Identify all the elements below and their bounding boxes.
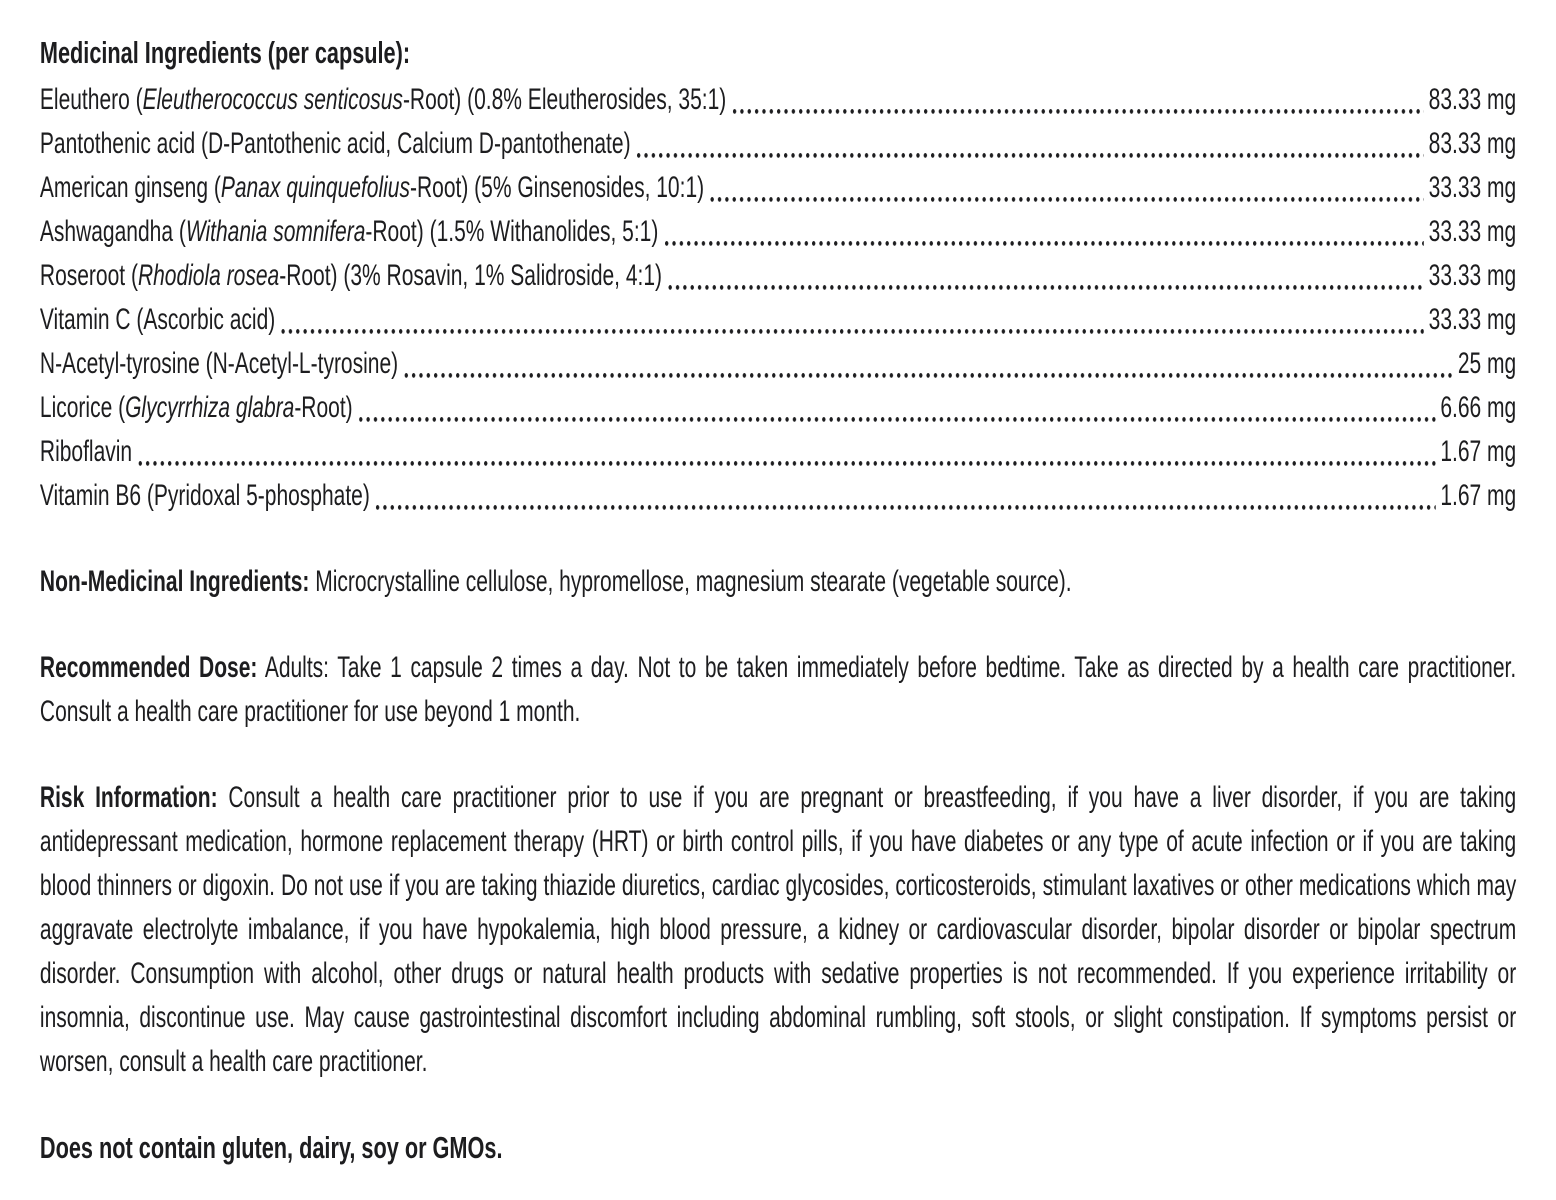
ingredient-name: N-Acetyl-tyrosine (N-Acetyl-L-tyrosine) bbox=[39, 347, 399, 380]
dot-leader bbox=[138, 461, 1435, 466]
dot-leader bbox=[668, 285, 1423, 290]
ingredient-name: Vitamin B6 (Pyridoxal 5-phosphate) bbox=[39, 479, 370, 512]
ingredient-row bbox=[40, 386, 1516, 430]
ingredient-amount: 33.33 mg bbox=[1428, 215, 1517, 248]
recommended-dose-paragraph bbox=[40, 646, 1516, 734]
recommended-dose-heading: Recommended Dose: bbox=[39, 651, 258, 684]
ingredient-amount: 25 mg bbox=[1457, 347, 1517, 380]
non-medicinal-text: Microcrystalline cellulose, hypromellose, magnesium stearate (vegetable source). bbox=[315, 565, 1072, 598]
ingredient-row bbox=[40, 78, 1516, 122]
risk-information-heading: Risk Information: bbox=[39, 781, 218, 814]
dot-leader bbox=[637, 153, 1424, 158]
ingredient-row bbox=[40, 210, 1516, 254]
ingredient-name: Roseroot (Rhodiola rosea-Root) (3% Rosavin, 1% Salidroside, 4:1) bbox=[39, 259, 663, 292]
ingredient-name: Pantothenic acid (D-Pantothenic acid, Calcium D-pantothenate) bbox=[39, 127, 631, 160]
ingredient-name: Ashwagandha (Withania somnifera-Root) (1.5% Withanolides, 5:1) bbox=[39, 215, 659, 248]
dot-leader bbox=[359, 417, 1435, 422]
ingredient-name: Licorice (Glycyrrhiza glabra-Root) bbox=[39, 391, 353, 424]
ingredient-name: American ginseng (Panax quinquefolius-Root) (5% Ginsenosides, 10:1) bbox=[39, 171, 705, 204]
ingredient-row bbox=[40, 254, 1516, 298]
ingredient-row bbox=[40, 298, 1516, 342]
non-medicinal-heading: Non-Medicinal Ingredients: bbox=[39, 565, 310, 598]
dot-leader bbox=[282, 329, 1424, 334]
ingredient-amount: 6.66 mg bbox=[1440, 391, 1517, 424]
risk-information-text: Consult a health care practitioner prior to use if you are pregnant or breastfeeding, if you have a liver disorder, if you are taking antidepressant medication, hormone replacement therapy (HRT) or birth control pills, if you have diabetes or any type of acute infection or if you are taking blood thinners or digoxin. Do not use if you are taking thiazide diuretics, cardiac glycosides, corticosteroids, stimulant laxatives or other medications which may aggravate electrolyte imbalance, if you have hypokalemia, high blood pressure, a kidney or cardiovascular disorder, bipolar disorder or bipolar spectrum disorder. Consumption with alcohol, other drugs or natural health products with sedative properties is not recommended. If you experience irritability or insomnia, discontinue use. May cause gastrointestinal discomfort including abdominal rumbling, soft stools, or slight constipation. If symptoms persist or worsen, consult a health care practitioner. bbox=[39, 781, 1517, 1078]
dot-leader bbox=[710, 197, 1423, 202]
non-medicinal-paragraph bbox=[40, 560, 1516, 604]
ingredient-amount: 33.33 mg bbox=[1428, 303, 1517, 336]
dot-leader bbox=[376, 505, 1435, 510]
allergen-statement: Does not contain gluten, dairy, soy or GMOs. bbox=[39, 1130, 503, 1165]
ingredient-amount: 83.33 mg bbox=[1428, 83, 1517, 116]
medicinal-ingredients-list bbox=[40, 78, 1516, 518]
dot-leader bbox=[733, 109, 1424, 114]
dot-leader bbox=[665, 241, 1424, 246]
ingredient-amount: 33.33 mg bbox=[1428, 171, 1517, 204]
ingredient-name: Riboflavin bbox=[39, 435, 133, 468]
ingredient-amount: 83.33 mg bbox=[1428, 127, 1517, 160]
ingredient-name: Vitamin C (Ascorbic acid) bbox=[39, 303, 276, 336]
ingredient-row bbox=[40, 342, 1516, 386]
ingredient-name: Eleuthero (Eleutherococcus senticosus-Root) (0.8% Eleutherosides, 35:1) bbox=[39, 83, 727, 116]
ingredient-amount: 33.33 mg bbox=[1428, 259, 1517, 292]
risk-information-paragraph bbox=[40, 776, 1516, 1084]
recommended-dose-text: Adults: Take 1 capsule 2 times a day. Not to be taken immediately before bedtime. Take as directed by a health care practitioner. Consult a health care practitioner for use beyond 1 month. bbox=[39, 651, 1517, 728]
ingredient-row bbox=[40, 430, 1516, 474]
ingredient-row bbox=[40, 166, 1516, 210]
dot-leader bbox=[404, 373, 1452, 378]
ingredient-amount: 1.67 mg bbox=[1440, 435, 1517, 468]
ingredient-amount: 1.67 mg bbox=[1440, 479, 1517, 512]
medicinal-ingredients-heading: Medicinal Ingredients (per capsule): bbox=[39, 35, 411, 70]
ingredient-row bbox=[40, 122, 1516, 166]
ingredient-row bbox=[40, 474, 1516, 518]
